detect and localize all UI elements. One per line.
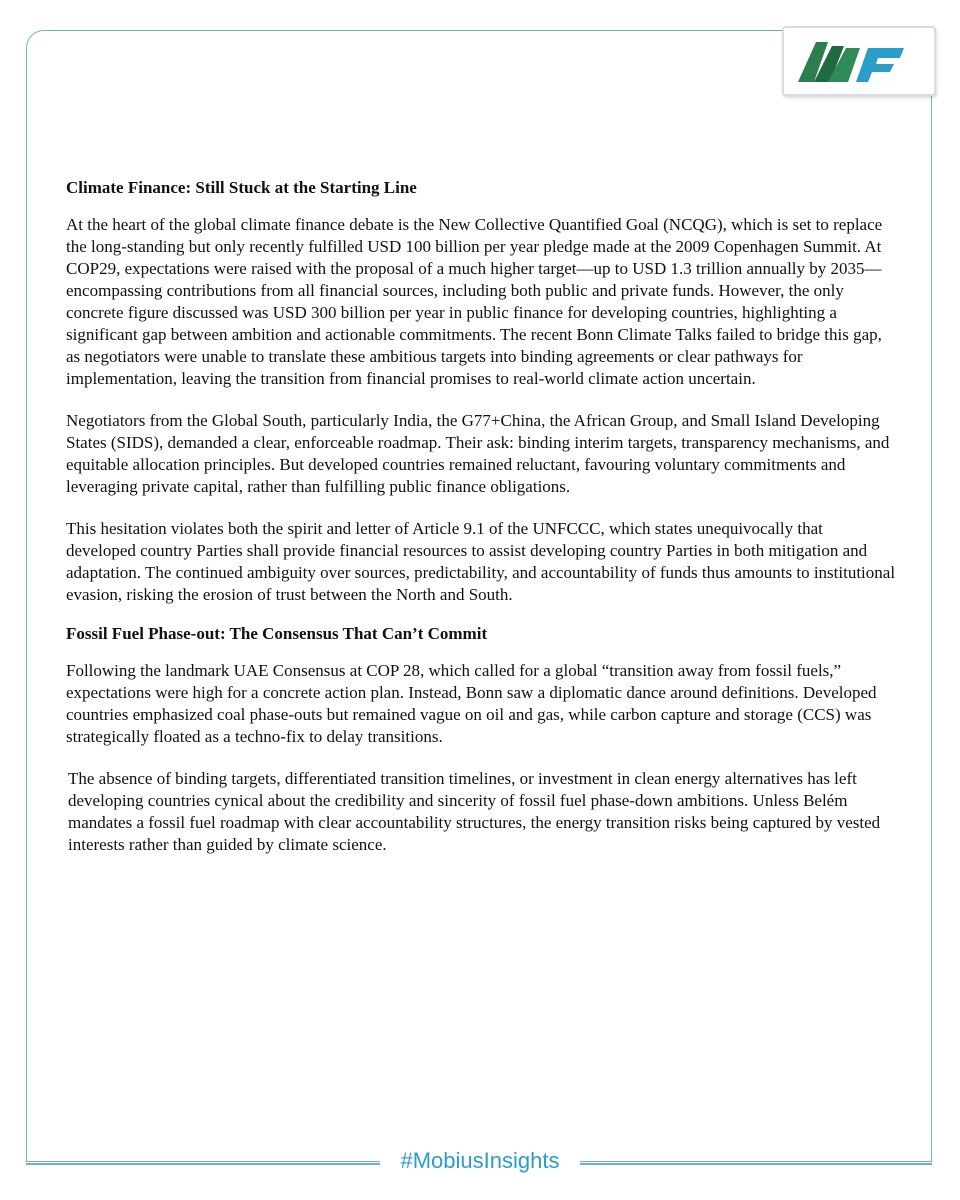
paragraph: Negotiators from the Global South, particularly India, the G77+China, the African Group, and Small Island Developing States (SIDS), demanded a clear, enforceable roadmap. Their ask: binding interim targets, transparency mechanisms, and equitable allocation principles. But developed countries remained reluctant, favouring voluntary commitments and leveraging private capital, rather than fulfilling public finance obligations. xyxy=(66,411,890,496)
section-heading: Fossil Fuel Phase-out: The Consensus That Can’t Commit xyxy=(66,624,488,643)
article-body xyxy=(66,176,896,876)
paragraph: At the heart of the global climate finance debate is the New Collective Quantified Goal (NCQG), which is set to replace the long-standing but only recently fulfilled USD 100 billion per year pledge made at the 2009 Copenhagen Summit. At COP29, expectations were raised with the proposal of a much higher target—up to USD 1.3 trillion annually by 2035—encompassing contributions from all financial sources, including both public and private funds. However, the only concrete figure discussed was USD 300 billion per year in public finance for developing countries, highlighting a significant gap between ambition and actionable commitments. The recent Bonn Climate Talks failed to bridge this gap, as negotiators were unable to translate these ambitious targets into binding agreements or clear pathways for implementation, leaving the transition from financial promises to real-world climate action uncertain. xyxy=(66,215,883,388)
paragraph: Following the landmark UAE Consensus at COP 28, which called for a global “transition away from fossil fuels,” expectations were high for a concrete action plan. Instead, Bonn saw a diplomatic dance around definitions. Developed countries emphasized coal phase-outs but remained vague on oil and gas, while carbon capture and storage (CCS) was strategically floated as a techno-fix to delay transitions. xyxy=(66,661,877,746)
footer-divider-right xyxy=(580,1163,932,1165)
footer-divider-left xyxy=(26,1163,380,1165)
brand-logo xyxy=(782,26,936,96)
mobius-logo-icon xyxy=(794,36,924,86)
paragraph: The absence of binding targets, differentiated transition timelines, or investment in clean energy alternatives has left developing countries cynical about the credibility and sincerity of fossil fuel phase-down ambitions. Unless Belém mandates a fossil fuel roadmap with clear accountability structures, the energy transition risks being captured by vested interests rather than guided by climate science. xyxy=(68,769,881,854)
section-heading: Climate Finance: Still Stuck at the Starting Line xyxy=(66,178,417,197)
hashtag: #MobiusInsights xyxy=(380,1148,580,1174)
footer xyxy=(0,1148,960,1178)
paragraph: This hesitation violates both the spirit and letter of Article 9.1 of the UNFCCC, which states unequivocally that developed country Parties shall provide financial resources to assist developing country Parties in both mitigation and adaptation. The continued ambiguity over sources, predictability, and accountability of funds thus amounts to institutional evasion, risking the erosion of trust between the North and South. xyxy=(66,519,896,604)
